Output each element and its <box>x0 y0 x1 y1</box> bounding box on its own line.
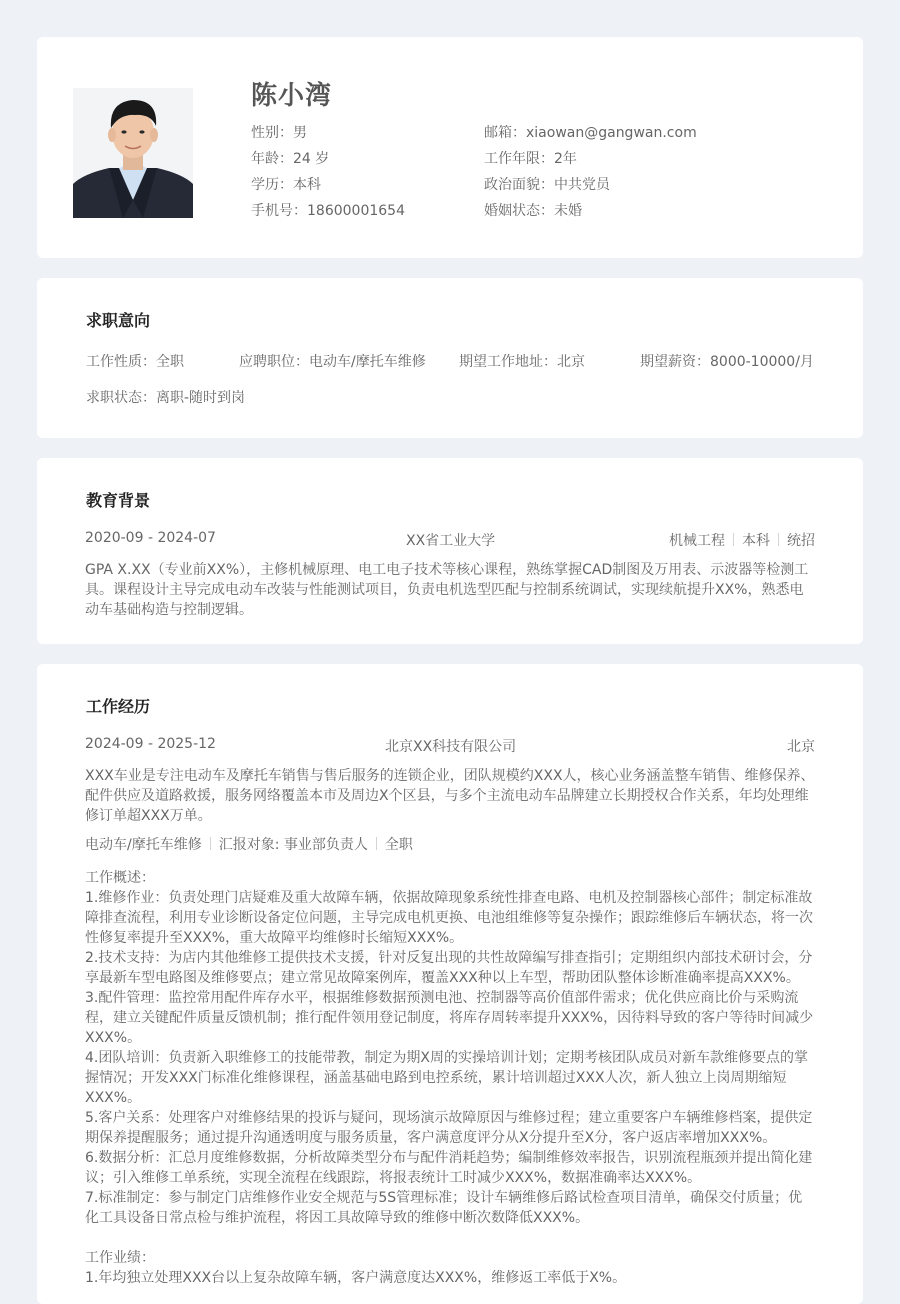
phone-value: 18600001654 <box>307 203 405 219</box>
overview-item: 7.标准制定：参与制定门店维修作业安全规范与5S管理标准；设计车辆维修后路试检查项目清单，确保交付质量；优化工具设备日常点检与维护流程，将因工具故障导致的维修中断次数降低XXX%。 <box>85 1190 803 1226</box>
gender-value: 男 <box>293 125 307 141</box>
salary <box>640 351 814 371</box>
political-label: 政治面貌： <box>484 177 554 193</box>
edu-period: 2020-09 - 2024-07 <box>85 530 216 546</box>
age-value: 24 岁 <box>293 151 330 167</box>
avatar <box>73 88 193 218</box>
salary-value: 8000-10000/月 <box>710 354 814 370</box>
company-intro: XXX车业是专注电动车及摩托车销售与售后服务的连锁企业，团队规模约XXX人，核心业务涵盖整车销售、维修保养、配件供应及道路救援，服务网络覆盖本市及周边X个区县，与多个主流电动车品牌建立长期授权合作关系，年均处理维修订单超XXX万单。 <box>85 768 815 824</box>
role-tag: 电动车/摩托车维修 <box>85 837 202 853</box>
section-title: 教育背景 <box>86 491 151 510</box>
divider <box>376 837 377 850</box>
divider <box>733 533 734 546</box>
work-city: 北京 <box>787 739 815 755</box>
age-row <box>251 148 329 168</box>
company-name: 北京XX科技有限公司 <box>385 739 517 755</box>
divider <box>210 837 211 850</box>
edu-tags <box>669 530 815 550</box>
work-period: 2024-09 - 2025-12 <box>85 736 216 752</box>
work-type-label: 工作性质： <box>86 354 156 370</box>
work-type-value: 全职 <box>156 354 184 370</box>
political-value: 中共党员 <box>554 177 610 193</box>
experience-row <box>484 148 577 168</box>
overview-item: 3.配件管理：监控常用配件库存水平，根据维修数据预测电池、控制器等高价值部件需求；优化供应商比价与采购流程，建立关键配件质量反馈机制；推行配件领用登记制度，将库存周转率提升XXX%，因待料导致的客户等待时间减少XXX%。 <box>85 990 814 1046</box>
spacer <box>85 1228 815 1248</box>
job-status <box>86 387 245 407</box>
education-value: 本科 <box>293 177 321 193</box>
edu-description: GPA X.XX（专业前XX%），主修机械原理、电工电子技术等核心课程，熟练掌握CAD制图及万用表、示波器等检测工具。课程设计主导完成电动车改装与性能测试项目，负责电机选型匹配与控制系统调试，实现续航提升XX%，熟悉电动车基础构造与控制逻辑。 <box>85 562 809 618</box>
overview-item: 2.技术支持：为店内其他维修工提供技术支援，针对反复出现的共性故障编写排查指引；定期组织内部技术研讨会，分享最新车型电路图及维修要点；建立常见故障案例库，覆盖XXX种以上车型，帮助团队整体诊断准确率提高XXX%。 <box>85 950 813 986</box>
enrollment-tag: 统招 <box>787 533 815 549</box>
overview-item: 6.数据分析：汇总月度维修数据，分析故障类型分布与配件消耗趋势；编制维修效率报告，识别流程瓶颈并提出简化建议；引入维修工单系统，实现全流程在线跟踪，将报表统计工时减少XXX%，数据准确率达XXX%。 <box>85 1150 813 1186</box>
overview-item: 4.团队培训：负责新入职维修工的技能带教，制定为期X周的实操培训计划；定期考核团队成员对新车款维修要点的掌握情况；开发XXX门标准化维修课程，涵盖基础电路到电控系统，累计培训超过XXX人次，新人独立上岗周期缩短XXX%。 <box>85 1050 808 1106</box>
work-type <box>86 351 184 371</box>
email-label: 邮箱： <box>484 125 526 141</box>
section-title: 求职意向 <box>86 311 151 330</box>
education-card <box>37 458 863 644</box>
location-value: 北京 <box>557 354 585 370</box>
degree-tag: 本科 <box>742 533 770 549</box>
work-tags <box>85 834 413 854</box>
political-row <box>484 174 610 194</box>
phone-label: 手机号： <box>251 203 307 219</box>
profile-card <box>37 37 863 258</box>
divider <box>778 533 779 546</box>
candidate-name: 陈小湾 <box>251 81 333 111</box>
results-item: 1.年均独立处理XXX台以上复杂故障车辆，客户满意度达XXX%，维修返工率低于X%。 <box>85 1270 627 1286</box>
marital-row <box>484 200 582 220</box>
school-name: XX省工业大学 <box>406 533 496 549</box>
position-value: 电动车/摩托车维修 <box>309 354 426 370</box>
type-tag: 全职 <box>384 837 413 853</box>
gender-row <box>251 122 307 142</box>
marital-label: 婚姻状态： <box>484 203 554 219</box>
work-experience-card <box>37 664 863 1304</box>
salary-label: 期望薪资： <box>640 354 710 370</box>
education-row <box>251 174 321 194</box>
marital-value: 未婚 <box>554 203 582 219</box>
report-tag: 汇报对象: 事业部负责人 <box>218 837 368 853</box>
gender-label: 性别： <box>251 125 293 141</box>
work-overview <box>85 868 815 1288</box>
job-intent-card <box>37 278 863 438</box>
phone-row <box>251 200 405 220</box>
section-title: 工作经历 <box>86 697 151 716</box>
education-label: 学历： <box>251 177 293 193</box>
overview-title: 工作概述： <box>85 870 155 886</box>
position <box>239 351 426 371</box>
email-row <box>484 122 697 142</box>
job-status-label: 求职状态： <box>86 390 156 406</box>
results-title: 工作业绩： <box>85 1250 155 1266</box>
location-label: 期望工作地址： <box>459 354 557 370</box>
overview-item: 1.维修作业：负责处理门店疑难及重大故障车辆，依据故障现象系统性排查电路、电机及控制器核心部件；制定标准故障排查流程，利用专业诊断设备定位问题，主导完成电机更换、电池组维修等复杂操作；跟踪维修后车辆状态，将一次性修复率提升至XXX%，重大故障平均维修时长缩短XXX%。 <box>85 890 813 946</box>
location <box>459 351 585 371</box>
email-value: xiaowan@gangwan.com <box>526 125 697 141</box>
major-tag: 机械工程 <box>669 533 725 549</box>
experience-value: 2年 <box>554 151 577 167</box>
position-label: 应聘职位： <box>239 354 309 370</box>
overview-item: 5.客户关系：处理客户对维修结果的投诉与疑问，现场演示故障原因与维修过程；建立重要客户车辆维修档案，提供定期保养提醒服务；通过提升沟通透明度与服务质量，客户满意度评分从X分提升至X分，客户返店率增加XXX%。 <box>85 1110 813 1146</box>
experience-label: 工作年限： <box>484 151 554 167</box>
job-status-value: 离职-随时到岗 <box>156 390 246 406</box>
age-label: 年龄： <box>251 151 293 167</box>
